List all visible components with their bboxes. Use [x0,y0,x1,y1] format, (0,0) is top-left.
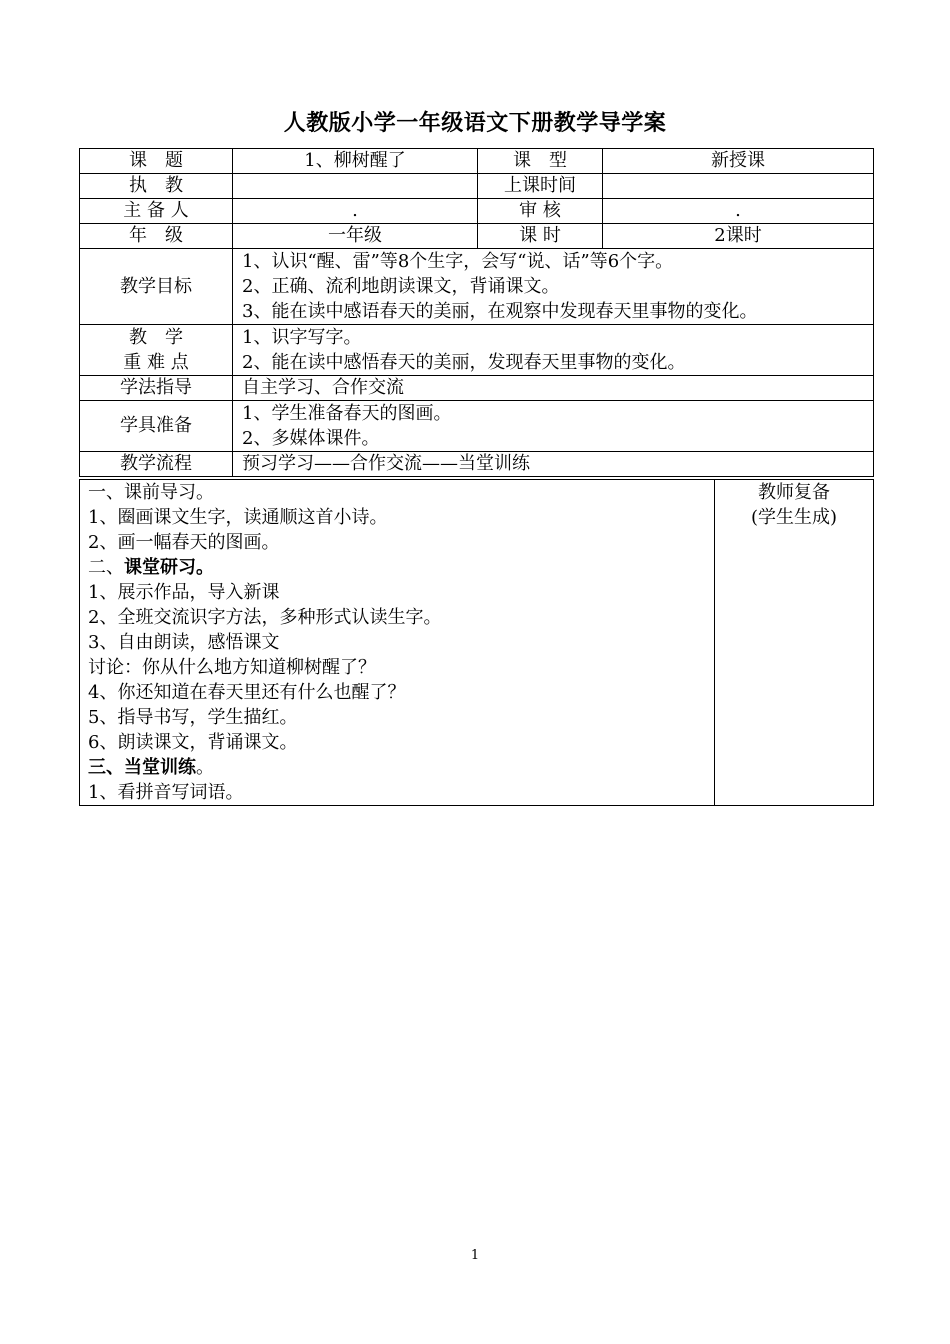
lesson-info-table [79,148,874,477]
goal-item: 2、正确、流利地朗读课文，背诵课文。 [242,276,560,297]
review-label: 审 核 [478,199,603,224]
page-title: 人教版小学一年级语文下册教学导学案 [283,110,667,136]
type-value: 新授课 [603,149,874,174]
type-label: 课 型 [478,149,603,174]
flow-line: 1、圈画课文生字，读通顺这首小诗。 [88,507,388,528]
flow-line: 3、自由朗读，感悟课文 [88,632,280,653]
hours-value: 2课时 [603,224,874,249]
table-row [80,249,874,325]
table-row [80,401,874,452]
flow-section-prefix: 二、 [88,557,124,578]
flow-section-title: 三、当堂训练 [88,757,196,778]
flow-line: 4、你还知道在春天里还有什么也醒了？ [88,682,406,703]
flow-line: 一、课前导习。 [88,482,214,503]
flow-section-suffix: 。 [196,757,214,778]
lesson-value: 1、柳树醒了 [233,149,478,174]
table-row [80,199,874,224]
time-label: 上课时间 [478,174,603,199]
flow-line: 2、全班交流识字方法，多种形式认读生字。 [88,607,442,628]
grade-label: 年 级 [80,224,233,249]
teacher-value [233,174,478,199]
preparer-label: 主 备 人 [80,199,233,224]
tool-item: 1、学生准备春天的图画。 [242,403,452,424]
process-label: 教学流程 [80,452,233,477]
table-row [80,325,874,376]
keypoints-content [233,325,874,376]
keypoints-label [80,325,233,376]
flow-line: 6、朗读课文，背诵课文。 [88,732,298,753]
grade-value: 一年级 [233,224,478,249]
table-row [80,149,874,174]
table-row [80,376,874,401]
flow-section-heading [88,555,714,580]
flow-line: 1、展示作品，导入新课 [88,582,280,603]
keypoints-label-line: 重 难 点 [123,352,189,373]
goals-content [233,249,874,325]
time-value [603,174,874,199]
flow-line: 2、画一幅春天的图画。 [88,532,280,553]
page-number: 1 [470,1248,480,1263]
goal-item: 3、能在读中感语春天的美丽，在观察中发现春天里事物的变化。 [242,301,758,322]
goals-label: 教学目标 [80,249,233,325]
preparer-value: . [233,199,478,224]
keypoints-label-line: 教 学 [129,327,183,348]
method-value: 自主学习、合作交流 [233,376,874,401]
review-title: 教师复备 [758,482,830,503]
goal-item: 1、认识“醒、雷”等8个生字，会写“说、话”等6个字。 [242,251,674,272]
review-subtitle: (学生生成) [750,507,838,528]
flow-line: 讨论：你从什么地方知道柳树醒了？ [88,657,376,678]
review-value: . [603,199,874,224]
flow-content [80,480,715,806]
flow-line: 5、指导书写，学生描红。 [88,707,298,728]
keypoint-item: 2、能在读中感悟春天的美丽，发现春天里事物的变化。 [242,352,686,373]
process-value: 预习学习——合作交流——当堂训练 [233,452,874,477]
flow-section-heading [88,755,714,780]
teacher-review-column [715,480,874,806]
table-row [80,174,874,199]
table-row [80,452,874,477]
hours-label: 课 时 [478,224,603,249]
teacher-label: 执 教 [80,174,233,199]
tools-label: 学具准备 [80,401,233,452]
method-label: 学法指导 [80,376,233,401]
tool-item: 2、多媒体课件。 [242,428,380,449]
table-row [80,480,874,806]
table-row [80,224,874,249]
tools-content [233,401,874,452]
flow-line: 1、看拼音写词语。 [88,782,244,803]
flow-section-title: 课堂研习。 [124,557,214,578]
teaching-flow-table [79,479,874,806]
keypoint-item: 1、识字写字。 [242,327,362,348]
lesson-label: 课 题 [80,149,233,174]
